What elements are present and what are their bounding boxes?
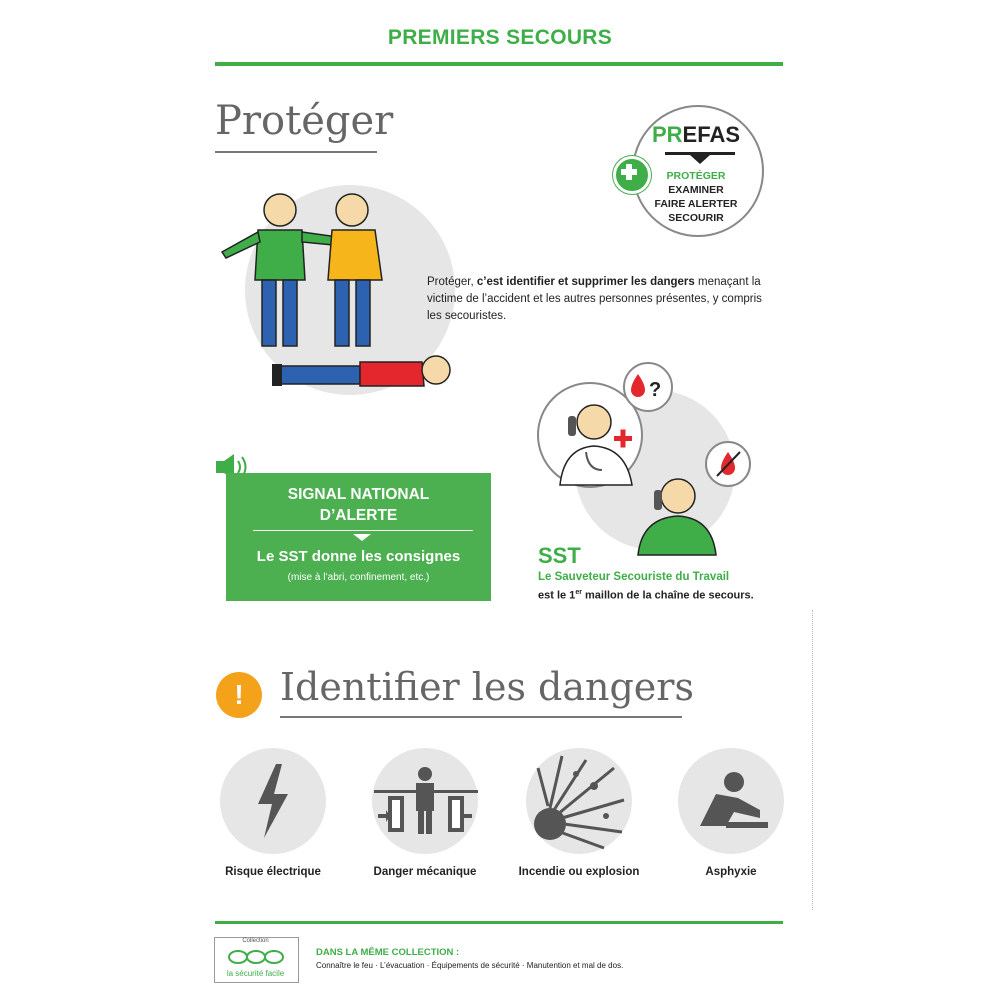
no-bleeding-bubble-icon: [706, 442, 750, 486]
sst-phone-illustration: [530, 360, 760, 560]
hazard-asphyxia-label: Asphyxie: [705, 866, 757, 878]
hazard-mechanical-label: Danger mécanique: [373, 866, 477, 878]
logo-collection-text: Collection: [242, 938, 269, 944]
alert-box-instructions: Le SST donne les consignes: [256, 548, 461, 565]
sst-title: SST: [538, 543, 581, 568]
warning-mark: !: [234, 679, 244, 710]
section-protect-title: Protéger: [215, 98, 394, 144]
alert-arrow-icon: [353, 534, 371, 541]
alert-box-examples: (mise à l’abri, confinement, etc.): [287, 572, 430, 583]
prefas-acronym: PREFAS: [651, 122, 741, 147]
collection-title: DANS LA MÊME COLLECTION :: [316, 947, 460, 958]
prefas-arrow-icon: [690, 155, 710, 164]
blood-question-bubble-icon: [624, 363, 672, 411]
alert-box-divider: [253, 530, 473, 531]
collection-items: Connaître le feu · L’évacuation · Équipements de sécurité · Manutention et mal de dos.: [316, 961, 624, 970]
lightning-icon: [218, 746, 328, 856]
section-dangers-underline: [280, 716, 682, 718]
header-divider: [215, 62, 783, 66]
prefas-step-alert: FAIRE ALERTER: [654, 198, 738, 210]
prefas-step-protect: PROTÉGER: [666, 170, 726, 182]
hazard-fire-label: Incendie ou explosion: [518, 866, 640, 878]
sst-subtitle: Le Sauveteur Secouriste du Travail: [538, 571, 730, 583]
page-title: PREMIERS SECOURS: [387, 26, 613, 49]
prefas-step-examine: EXAMINER: [668, 184, 724, 196]
section-dangers-title: Identifier les dangers: [280, 665, 694, 709]
footer-divider: [215, 921, 783, 924]
section-protect-underline: [215, 151, 377, 153]
side-print-line: [812, 610, 821, 910]
explosion-icon: [524, 746, 634, 856]
protect-description: Protéger, c’est identifier et supprimer les dangers menaçant la victime de l’accident et les autres personnes présentes, y compris les secouristes.: [427, 276, 762, 322]
hazard-electrical-label: Risque électrique: [225, 866, 321, 878]
logo-brand-text: la sécurité facile: [226, 969, 285, 978]
prefas-step-rescue: SECOURIR: [668, 212, 724, 224]
sst-chain-text: est le 1er maillon de la chaîne de secours.: [538, 589, 754, 602]
crushing-icon: [370, 746, 480, 856]
first-aid-plus-icon: [613, 156, 651, 194]
asphyxia-icon: [676, 746, 786, 856]
chain-logo-icon: [226, 947, 286, 967]
alert-box-title: SIGNAL NATIONAL D’ALERTE: [287, 486, 430, 524]
svg-text:?: ?: [649, 379, 662, 401]
